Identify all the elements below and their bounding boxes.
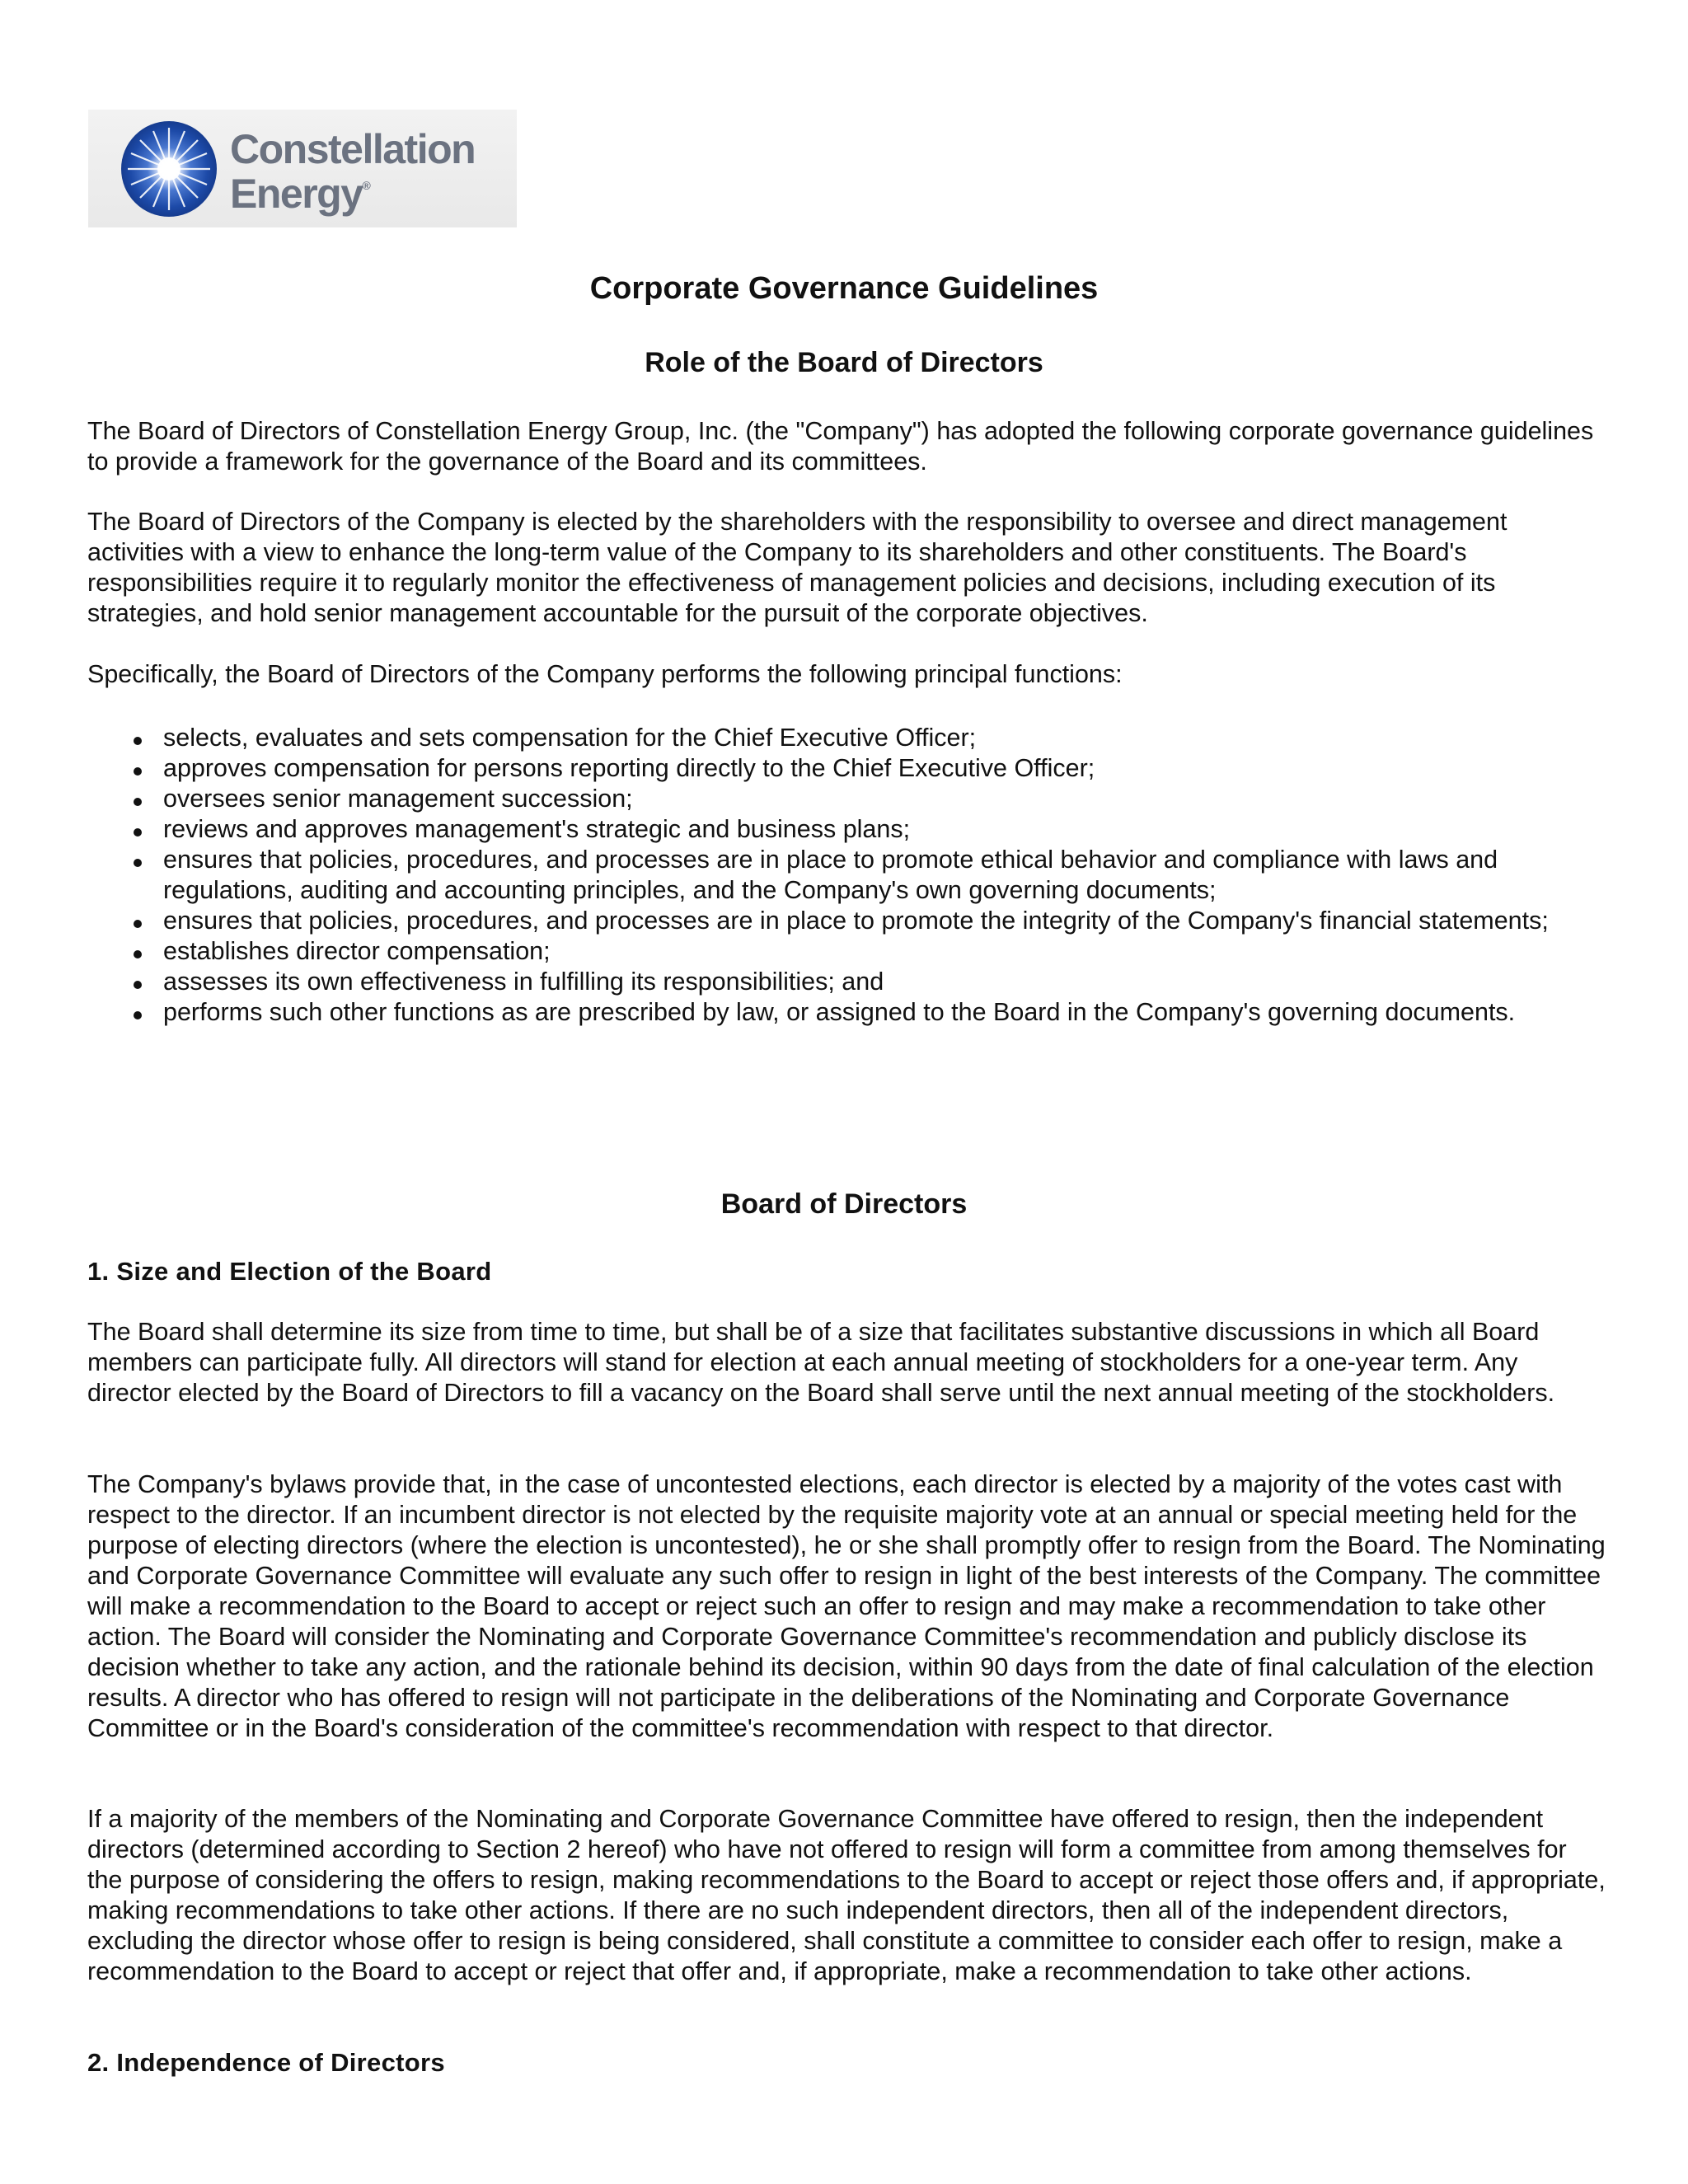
list-item: ensures that policies, procedures, and processes are in place to promote ethical behavior and compliance with laws and regulations, auditing and accounting principles, and the Company's own governing documents; [87, 845, 1608, 906]
logo-line-2: Energy® [230, 171, 371, 217]
list-item: performs such other functions as are prescribed by law, or assigned to the Board in the Company's governing documents. [87, 997, 1608, 1028]
company-logo [88, 110, 517, 227]
bullet-icon [134, 981, 142, 989]
size-paragraph-3: If a majority of the members of the Nominating and Corporate Governance Committee have offered to resign, then the independent directors (determined according to Section 2 hereof) who have not offered to resign will form a committee from among themselves for the purpose of considering the offers to resign, making recommendations to the Board to accept or reject those offers and, if appropriate, making recommendations to take other actions. If there are no such independent directors, then all of the independent directors, excluding the director whose offer to resign is being considered, shall constitute a committee to consider each offer to resign, make a recommendation to the Board to accept or reject that offer and, if appropriate, make a recommendation to take other actions. [87, 1805, 1606, 1985]
bullet-icon [134, 920, 142, 928]
size-paragraph-2: The Company's bylaws provide that, in the case of uncontested elections, each director is elected by a majority of the votes cast with respect to the director. If an incumbent director is not elected by the requisite majority vote at an annual or special meeting held for the purpose of electing directors (where the election is uncontested), he or she shall promptly offer to resign from the Board. The Nominating and Corporate Governance Committee will evaluate any such offer to resign in light of the best interests of the Company. The committee will make a recommendation to the Board to accept or reject such an offer to resign and may make a recommendation to take other action. The Board will consider the Nominating and Corporate Governance Committee's recommendation and publicly disclose its decision whether to take any action, and the rationale behind its decision, within 90 days from the date of final calculation of the election results. A director who has offered to resign will not participate in the deliberations of the Nominating and Corporate Governance Committee or in the Board's consideration of the committee's recommendation with respect to that director. [87, 1470, 1606, 1742]
list-item: ensures that policies, procedures, and processes are in place to promote the integrity of the Company's financial statements; [87, 906, 1608, 936]
independence-heading: 2. Independence of Directors [87, 2048, 445, 2077]
board-heading: Board of Directors [720, 1188, 968, 1220]
size-election-heading: 1. Size and Election of the Board [87, 1257, 492, 1286]
bullet-icon [134, 737, 142, 745]
bullet-icon [134, 828, 142, 837]
size-paragraph-1: The Board shall determine its size from time to time, but shall be of a size that facilitates substantive discussions in which all Board members can participate fully. All directors will stand for election at each annual meeting of stockholders for a one-year term. Any director elected by the Board of Directors to fill a vacancy on the Board shall serve until the next annual meeting of the stockholders. [87, 1318, 1555, 1407]
document-title: Corporate Governance Guidelines [589, 271, 1099, 306]
list-item: approves compensation for persons reporting directly to the Chief Executive Officer; [87, 753, 1608, 784]
list-item: oversees senior management succession; [87, 784, 1608, 814]
role-heading: Role of the Board of Directors [645, 347, 1043, 378]
logo-wordmark [230, 126, 476, 217]
list-item: reviews and approves management's strategic and business plans; [87, 814, 1608, 845]
starburst-globe-icon [120, 120, 218, 218]
bullet-icon [134, 1011, 142, 1019]
logo-line-1: Constellation [230, 126, 476, 172]
bullet-icon [134, 767, 142, 776]
functions-list [87, 723, 1608, 1028]
role-paragraph-1: The Board of Directors of Constellation Energy Group, Inc. (the "Company") has adopted the following corporate governance guidelines to provide a framework for the governance of the Board and its committees. [87, 417, 1594, 476]
bullet-icon [134, 859, 142, 867]
bullet-icon [134, 798, 142, 806]
list-item: selects, evaluates and sets compensation for the Chief Executive Officer; [87, 723, 1608, 753]
bullet-icon [134, 950, 142, 958]
list-item: establishes director compensation; [87, 936, 1608, 967]
role-paragraph-3: Specifically, the Board of Directors of the Company performs the following principal functions: [87, 660, 1123, 688]
role-paragraph-2: The Board of Directors of the Company is elected by the shareholders with the responsibility to oversee and direct management activities with a view to enhance the long-term value of the Company to its shareholders and other constituents. The Board's responsibilities require it to regularly monitor the effectiveness of management policies and decisions, including execution of its strategies, and hold senior management accountable for the pursuit of the corporate objectives. [87, 508, 1507, 627]
list-item: assesses its own effectiveness in fulfilling its responsibilities; and [87, 967, 1608, 997]
